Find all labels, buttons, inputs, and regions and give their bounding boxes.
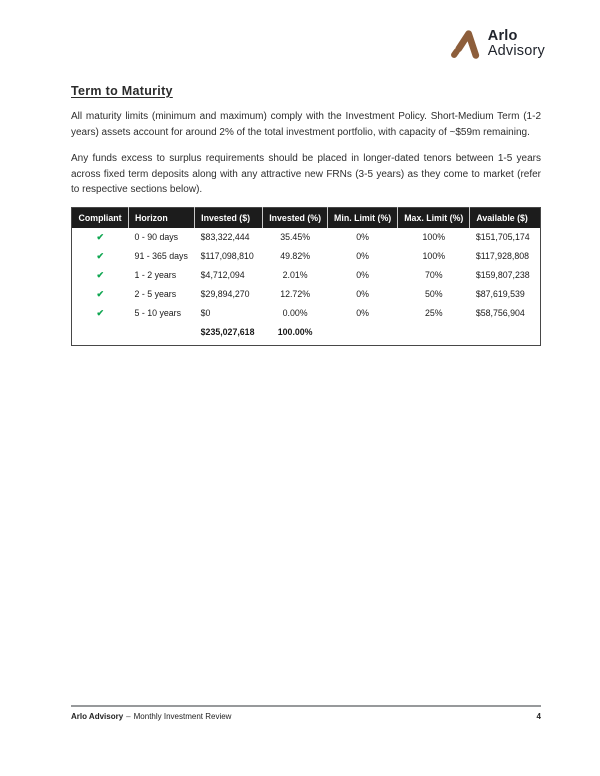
footer-separator: – xyxy=(126,712,131,721)
table-cell: $151,705,174 xyxy=(475,232,530,242)
table-cell: $83,322,444 xyxy=(200,232,250,242)
table-cell: 100% xyxy=(422,251,446,261)
table-cell: 1 - 2 years xyxy=(134,270,177,280)
table-cell: 100% xyxy=(422,232,446,242)
column-header-horizon: Horizon xyxy=(129,207,195,228)
table-cell: 2.01% xyxy=(282,270,308,280)
compliant-check-icon: ✔ xyxy=(96,288,105,299)
table-cell: $58,756,904 xyxy=(475,308,525,318)
table-cell xyxy=(398,323,470,346)
table-cell: $4,712,094 xyxy=(200,270,245,280)
table-cell: 0.00% xyxy=(282,308,308,318)
table-cell xyxy=(129,323,195,346)
page-footer xyxy=(71,712,541,721)
table-row xyxy=(72,304,541,323)
table-cell: $87,619,539 xyxy=(475,289,525,299)
table-cell: 91 - 365 days xyxy=(134,251,188,261)
table-cell: $29,894,270 xyxy=(200,289,250,299)
term-to-maturity-table xyxy=(71,207,541,346)
footer-title: Monthly Investment Review xyxy=(133,712,232,721)
table-cell xyxy=(470,323,541,346)
table-total-row xyxy=(72,323,541,346)
footer-document-title xyxy=(71,712,231,721)
page-content xyxy=(71,0,541,346)
table-cell: 0% xyxy=(356,289,369,299)
table-row xyxy=(72,247,541,266)
table-cell xyxy=(72,323,129,346)
table-cell: 0% xyxy=(356,270,369,280)
column-header-compliant: Compliant xyxy=(72,207,129,228)
table-row xyxy=(72,266,541,285)
column-header-invested-dollars: Invested ($) xyxy=(195,207,263,228)
table-cell: 0% xyxy=(356,232,369,242)
compliant-check-icon: ✔ xyxy=(96,307,105,318)
column-header-max-limit: Max. Limit (%) xyxy=(398,207,470,228)
compliant-check-icon: ✔ xyxy=(96,231,105,242)
table-cell: 35.45% xyxy=(280,232,311,242)
table-cell: 5 - 10 years xyxy=(134,308,181,318)
section-heading: Term to Maturity xyxy=(71,84,173,98)
footer-brand: Arlo Advisory xyxy=(71,712,124,721)
logo-line-advisory: Advisory xyxy=(487,42,545,59)
paragraph-excess-funds: Any funds excess to surplus requirements should be placed in longer-dated tenors between 1-5 years across fixed term deposits along with any attractive new FRNs (3-5 years) as they come to market (refer to respective sections below). xyxy=(71,153,541,195)
table-cell: 50% xyxy=(424,289,443,299)
table-cell: $159,807,238 xyxy=(475,270,530,280)
column-header-invested-percent: Invested (%) xyxy=(263,207,328,228)
table-cell: 0 - 90 days xyxy=(134,232,179,242)
table-cell: $117,098,810 xyxy=(200,251,254,261)
table-cell: 0% xyxy=(356,308,369,318)
table-cell: 2 - 5 years xyxy=(134,289,177,299)
footer-divider xyxy=(71,705,541,707)
logo-line-arlo: Arlo xyxy=(487,27,518,44)
table-cell: 12.72% xyxy=(280,289,311,299)
compliant-check-icon: ✔ xyxy=(96,250,105,261)
table-cell: 70% xyxy=(424,270,443,280)
table-header-row xyxy=(72,207,541,228)
table-cell: $117,928,808 xyxy=(475,251,530,261)
table-cell xyxy=(328,323,398,346)
column-header-min-limit: Min. Limit (%) xyxy=(328,207,398,228)
page-number: 4 xyxy=(536,712,541,721)
table-row xyxy=(72,285,541,304)
total-invested-dollars: $235,027,618 xyxy=(200,326,255,337)
table-cell: 0% xyxy=(356,251,369,261)
column-header-available: Available ($) xyxy=(470,207,541,228)
total-invested-percent: 100.00% xyxy=(277,326,313,337)
compliant-check-icon: ✔ xyxy=(96,269,105,280)
table-cell: $0 xyxy=(200,308,211,318)
table-row xyxy=(72,228,541,247)
table-cell: 25% xyxy=(424,308,443,318)
paragraph-maturity-limits: All maturity limits (minimum and maximum) comply with the Investment Policy. Short-Medium Term (1-2 years) assets account for around 2% of the total investment portfolio, with capacity of ~$59m remaining. xyxy=(71,111,541,138)
table-cell: 49.82% xyxy=(280,251,311,261)
